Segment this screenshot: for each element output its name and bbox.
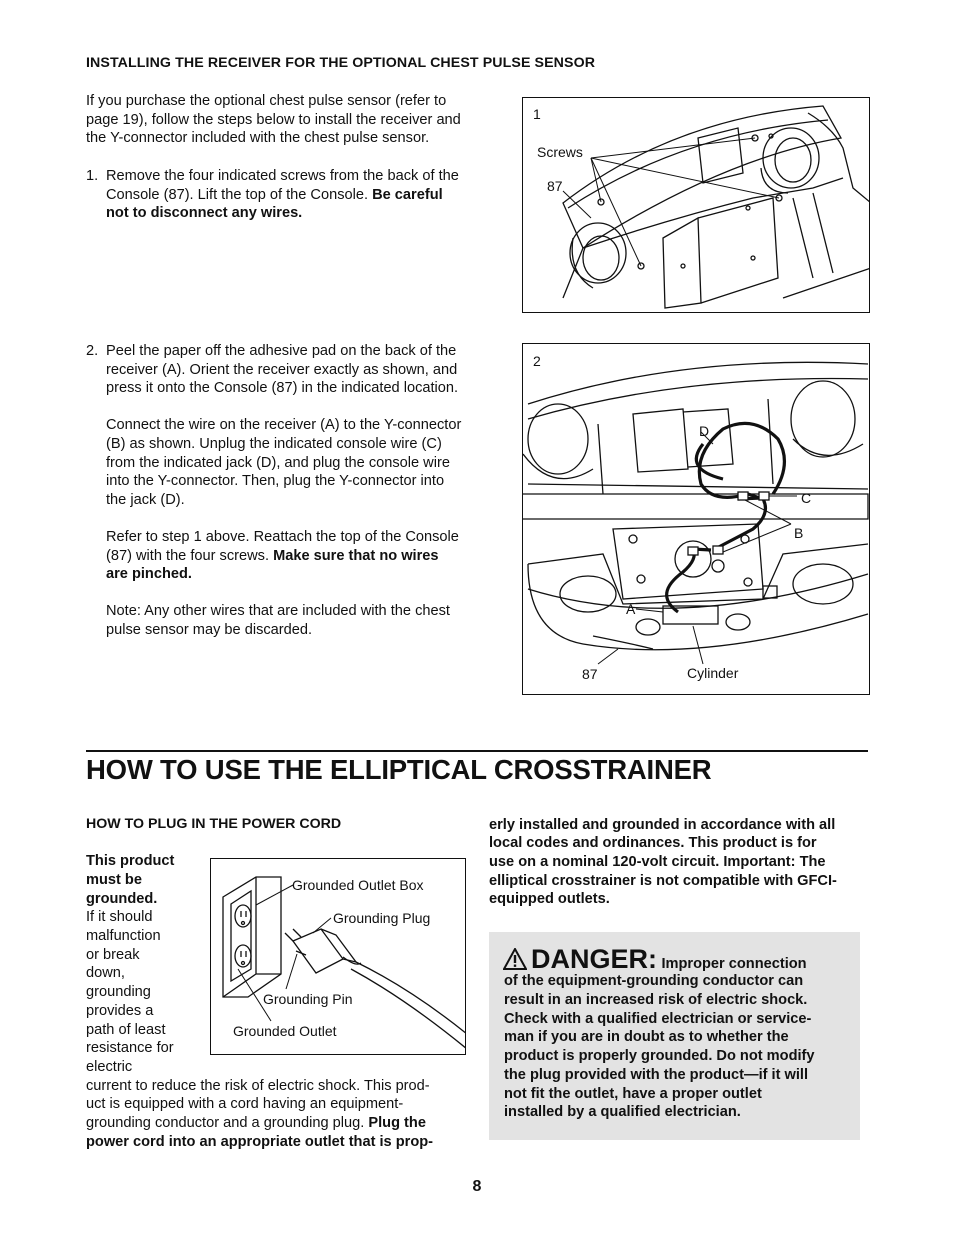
console-interior-illustration: [523, 344, 870, 695]
step-number: 2.: [86, 343, 99, 359]
bold-line: elliptical crosstrainer is not compatible with GFCI-: [489, 873, 837, 889]
figure-1-console-screws: [522, 97, 870, 313]
intro-line: the Y-connector included with the chest pulse sensor.: [86, 130, 430, 147]
danger-line: product is properly grounded. Do not modify: [504, 1048, 815, 1064]
text-line: current to reduce the risk of electric shock. This prod-: [86, 1078, 430, 1094]
text-line: down,: [86, 965, 125, 981]
step-line: the jack (D).: [106, 491, 185, 508]
console-back-illustration: [523, 98, 870, 313]
step-line: Remove the four indicated screws from the back of the: [106, 168, 459, 184]
cylinder-label: Cylinder: [687, 665, 739, 681]
figure-number: 2: [533, 353, 541, 369]
danger-line: Check with a qualified electrician or service-: [504, 1011, 812, 1027]
section-divider: [86, 750, 868, 752]
section-heading: INSTALLING THE RECEIVER FOR THE OPTIONAL CHEST PULSE SENSOR: [86, 55, 596, 71]
step-line: (B) as shown. Unplug the indicated console wire (C): [106, 435, 442, 452]
text-line: malfunction: [86, 928, 161, 944]
label-c: C: [801, 490, 812, 506]
label-a: A: [626, 601, 636, 617]
step-line: receiver (A). Orient the receiver exactly as shown, and: [106, 361, 458, 378]
text-line: uct is equipped with a cord having an equipment-: [86, 1096, 404, 1112]
danger-line: Improper connection: [661, 956, 807, 972]
step-line: into the Y-connector. Then, plug the Y-connector into: [106, 473, 445, 490]
danger-line: result in an increased risk of electric shock.: [504, 992, 808, 1008]
bold-line: must be: [86, 872, 142, 888]
step-bold-text: Make sure that no wires: [273, 547, 439, 564]
grounding-plug-label: Grounding Plug: [333, 910, 431, 926]
danger-label: DANGER:: [531, 944, 657, 974]
text-line: provides a: [86, 1003, 154, 1019]
label-d: D: [699, 423, 710, 439]
step-line: pulse sensor may be discarded.: [106, 621, 313, 638]
bold-line: local codes and ordinances. This product is for: [489, 835, 817, 851]
danger-warning-box: [489, 932, 860, 1140]
intro-line: page 19), follow the steps below to install the receiver and: [86, 111, 461, 128]
text-line: grounding conductor and a grounding plug.: [86, 1115, 369, 1131]
step-line: Console (87). Lift the top of the Console.: [106, 186, 373, 203]
danger-line: not fit the outlet, have a proper outlet: [504, 1086, 762, 1102]
figure-2-receiver-wiring: [522, 343, 870, 695]
text-line: resistance for: [86, 1040, 174, 1056]
outlet-box-label: Grounded Outlet Box: [292, 877, 424, 893]
grounding-pin-label: Grounding Pin: [263, 991, 353, 1007]
bold-line: power cord into an appropriate outlet that is prop-: [86, 1134, 434, 1150]
danger-line: installed by a qualified electrician.: [504, 1104, 741, 1120]
part-87-label: 87: [582, 666, 598, 682]
page-title: HOW TO USE THE ELLIPTICAL CROSSTRAINER: [86, 754, 712, 785]
bold-line: equipped outlets.: [489, 891, 610, 907]
text-line: electric: [86, 1059, 133, 1075]
bold-line: erly installed and grounded in accordance with all: [489, 817, 836, 833]
text-line: or break: [86, 947, 140, 963]
step-bold-line: are pinched.: [106, 566, 192, 583]
danger-line: man if you are in doubt as to whether the: [504, 1029, 789, 1045]
label-b: B: [794, 525, 804, 541]
step-line: from the indicated jack (D), and plug the console wire: [106, 454, 450, 471]
step-line: Connect the wire on the receiver (A) to the Y-connector: [106, 417, 462, 434]
step-number: 1.: [86, 168, 99, 184]
figure-number: 1: [533, 106, 541, 122]
step-bold-text: Be careful: [372, 186, 443, 203]
intro-line: If you purchase the optional chest pulse sensor (refer to: [86, 93, 447, 109]
step-line: Note: Any other wires that are included with the chest: [106, 603, 450, 620]
text-line: grounding: [86, 984, 151, 1000]
page-number: 8: [472, 1178, 482, 1195]
step-2: [86, 342, 496, 642]
part-87-label: 87: [547, 178, 563, 194]
bold-line: grounded.: [86, 891, 158, 907]
warning-triangle-icon: [503, 948, 527, 970]
bold-line: use on a nominal 120-volt circuit. Important: The: [489, 854, 826, 870]
subsection-heading: HOW TO PLUG IN THE POWER CORD: [86, 816, 342, 832]
bold-text: Plug the: [368, 1115, 426, 1131]
step-line: press it onto the Console (87) in the indicated location.: [106, 380, 459, 397]
step-line: Refer to step 1 above. Reattach the top of the Console: [106, 528, 459, 545]
text-line: path of least: [86, 1022, 166, 1038]
grounded-outlet-label: Grounded Outlet: [233, 1023, 337, 1039]
bold-line: This product: [86, 853, 175, 869]
step-bold-line: not to disconnect any wires.: [106, 205, 303, 222]
danger-line: of the equipment-grounding conductor can: [504, 973, 804, 989]
step-line: Peel the paper off the adhesive pad on the back of the: [106, 343, 457, 359]
grounded-outlet-figure: [210, 858, 466, 1055]
danger-line: the plug provided with the product—if it will: [504, 1067, 809, 1083]
step-line: (87) with the four screws.: [106, 547, 274, 564]
text-line: If it should: [86, 909, 153, 925]
screws-label: Screws: [537, 144, 583, 160]
intro-paragraph: [86, 92, 496, 148]
